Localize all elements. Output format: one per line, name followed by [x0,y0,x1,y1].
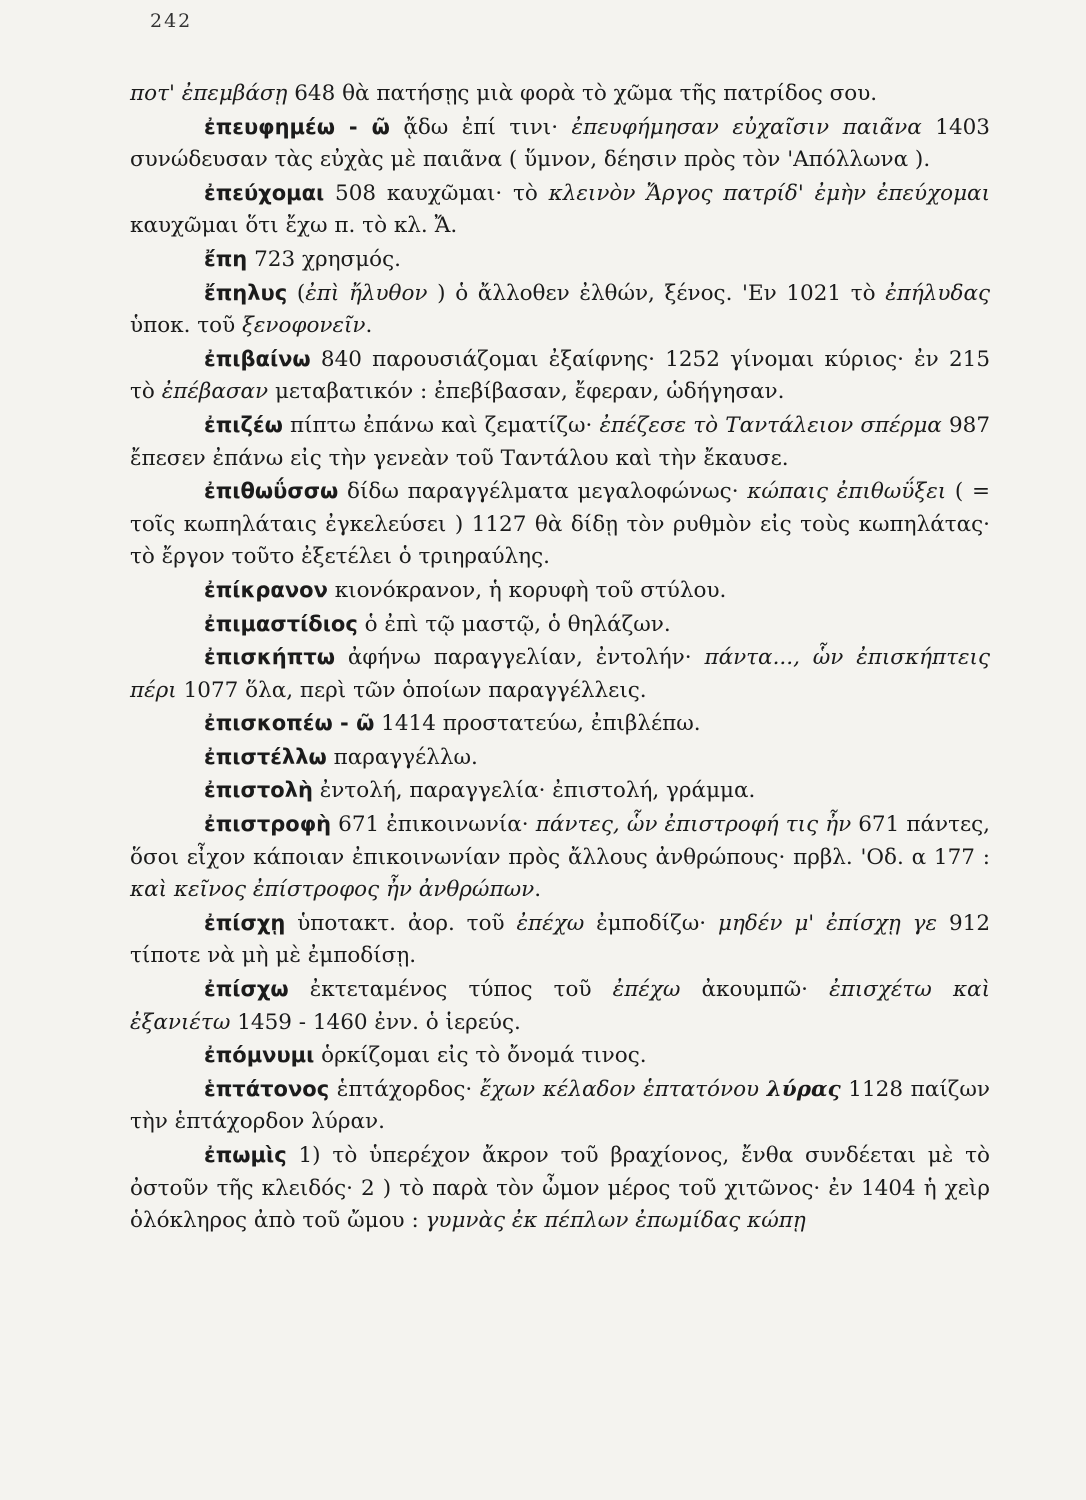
entry-text: πάντες, ὧν ἐπιστροφή τις ἦν [535,812,852,838]
glossary-entry [130,608,990,642]
entry-text: ) ὁ ἄλλοθεν ἐλθών, ξένος. 'Εν 1021 τὸ [427,280,886,306]
entry-headword: ἔπη [204,246,248,271]
entry-text: παραγγέλλω. [326,744,478,770]
entry-headword: ἐπίσχω [204,977,289,1002]
entry-text: ἔχων κέλαδον ἑπτατόνου [479,1076,760,1102]
entry-text: κλεινὸν Ἄργος πατρίδ' ἐμὴν ἐπεύχομαι [548,180,990,206]
entry-text: ἐπευφήμησαν εὐχαῖσιν παιᾶνα [571,114,922,140]
entry-text: 840 παρουσιάζομαι ἐξαίφνης· 1252 γίνομαι κύριος· ἐν 215 τὸ [130,346,990,405]
entry-text: ὁρκίζομαι εἰς τὸ ὄνομά τινος. [314,1043,647,1069]
entry-text: ἐπέχω [612,977,681,1003]
entry-headword: ἐπιστολὴ [204,778,313,803]
entry-text: 912 τίποτε νὰ μὴ μὲ ἐμποδίσῃ. [130,910,990,969]
entry-text: μηδέν μ' ἐπίσχῃ γε [718,910,938,936]
entry-text: καυχῶμαι ὅτι ἔχω π. τὸ κλ. Ἄ. [130,213,458,239]
entry-text: ἐμποδίζω· [584,910,719,936]
glossary-text [130,78,990,1238]
page-number: 242 [150,10,193,32]
entry-text: ἑπτάχορδος· [329,1076,480,1102]
glossary-entry [130,243,990,277]
glossary-entry [130,808,990,907]
entry-text: ἐπέχω [516,910,585,936]
entry-text: 671 πάντες, ὅσοι εἶχον κάποιαν ἐπικοινωνίαν πρὸς ἄλλους ἀνθρώπους· πρβλ. 'Οδ. α 177 : [130,812,990,870]
entry-text: ( [287,280,306,306]
entry-text: ὁ ἐπὶ τῷ μαστῷ, ὁ θηλάζων. [357,611,671,637]
glossary-entry [130,277,990,343]
entry-text: 1) τὸ ὑπερέχον ἄκρον τοῦ βραχίονος, ἔνθα συνδέεται μὲ τὸ ὀστοῦν τῆς κλειδός· 2 ) τὸ παρὰ τὸν ὦμον μέρος τοῦ χιτῶνος· ἐν 1404 ἡ χεὶρ ὁλόκληρος ἀπὸ τοῦ ὤμου : [130,1143,990,1234]
entry-text: ἐπήλυδας [885,280,990,306]
entry-text: 1077 ὅλα, περὶ τῶν ὁποίων παραγγέλλεις. [176,677,647,703]
glossary-entry [130,343,990,409]
entry-text: κιονόκρανον, ἡ κορυφὴ τοῦ στύλου. [327,577,727,603]
glossary-entry [130,111,990,177]
entry-text: ἐπισχέτω καὶ ἐξανιέτω [130,977,990,1035]
entry-headword: ἐπιβαίνω [204,346,311,371]
entry-headword: ἐπεύχομαι [204,180,325,205]
entry-text: ἀφήνω παραγγελίαν, ἐντολήν· [334,645,705,671]
entry-text: ἐπέβασαν [161,379,269,405]
entry-text: ἐπὶ ἤλυθον [305,280,428,306]
entry-text: μεταβατικόν : ἐπεβίβασαν, ἔφεραν, ὡδήγησαν. [268,379,785,405]
entry-text: καὶ κεῖνος ἐπίστροφος ἦν ἀνθρώπων [130,877,535,903]
glossary-entry [130,409,990,475]
entry-text: . [365,313,373,339]
entry-text: ὑποκ. τοῦ [130,313,242,339]
entry-text: 1403 συνώδευσαν τὰς εὐχὰς μὲ παιᾶνα ( ὕμνον, δέησιν πρὸς τὸν 'Απόλλωνα ). [130,114,990,173]
entry-text: 648 θὰ πατήσῃς μιὰ φορὰ τὸ χῶμα τῆς πατρίδος σου. [287,81,878,106]
glossary-entry [130,1139,990,1238]
glossary-entry [130,741,990,775]
glossary-entry [130,907,990,973]
entry-headword: ἐπίκρανον [204,577,328,602]
entry-text: κώπαις ἐπιθωΰξει [747,479,947,505]
glossary-entry [130,973,990,1039]
entry-headword: ἐπίσχῃ [204,910,286,935]
entry-text: ἐντολή, παραγγελία· ἐπιστολή, γράμμα. [312,778,756,804]
entry-text: 1414 προστατεύω, ἐπιβλέπω. [374,711,701,737]
entry-text: ἀκουμπῶ· [680,977,830,1003]
entry-text: 1128 παίζων τὴν ἑπτάχορδον λύραν. [130,1076,991,1135]
entry-headword: ἐπιστέλλω [204,744,327,769]
glossary-entry [130,1039,990,1073]
glossary-entry [130,78,990,111]
entry-text: ἐκτεταμένος τύπος τοῦ [288,977,613,1003]
entry-text: λύρας [766,1076,841,1102]
entry-headword: ἐπιμαστίδιος [204,611,358,636]
entry-text [759,1077,767,1102]
entry-headword: ἐπιστροφὴ [204,812,332,837]
entry-text: ὑποτακτ. ἀορ. τοῦ [285,910,517,936]
entry-text: 508 καυχῶμαι· τὸ [324,180,549,206]
entry-headword: ἐπισκήπτω [204,645,335,670]
entry-headword: ἐπισκοπέω - ῶ [204,711,375,736]
entry-text: 671 ἐπικοινωνία· [331,812,536,838]
entry-text: δίδω παραγγέλματα μεγαλοφώνως· [338,479,748,505]
entry-headword: ἐπιθωΰσσω [204,479,339,504]
entry-headword: ἐπωμὶς [204,1143,287,1167]
entry-text: 723 χρησμός. [247,246,401,272]
entry-text: 1459 - 1460 ἐνν. ὁ ἱερεύς. [230,1009,521,1035]
glossary-entry [130,475,990,574]
entry-headword: ἐπόμνυμι [204,1043,315,1068]
glossary-entry [130,707,990,741]
entry-text: ( = τοῖς κωπηλάταις ἐγκελεύσει ) 1127 θὰ δίδῃ τὸν ρυθμὸν εἰς τοὺς κωπηλάτας· τὸ ἔργον τοῦτο ἐξετέλει ὁ τριηραύλης. [130,479,990,570]
entry-text: πάντα..., ὧν ἐπισκήπτεις πέρι [130,645,990,703]
glossary-entry [130,177,990,243]
entry-headword: ἐπιζέω [204,412,283,437]
entry-text: ξενοφονεῖν [242,313,366,339]
entry-text: γυμνὰς ἐκ πέπλων ἐπωμίδας κώπῃ [425,1208,806,1234]
entry-headword: ἑπτάτονος [204,1076,330,1101]
glossary-entry [130,1073,990,1139]
entry-text: 987 ἔπεσεν ἐπάνω εἰς τὴν γενεὰν τοῦ Ταντάλου καὶ τὴν ἔκαυσε. [130,412,990,471]
entry-text: ᾄδω ἐπί τινι· [389,114,572,140]
glossary-entry [130,774,990,808]
entry-headword: ἐπευφημέω - ῶ [204,114,390,139]
entry-text: ποτ' ἐπεμβάσῃ [130,81,288,106]
entry-text: ἐπέζεσε τὸ Ταντάλειον σπέρμα [599,412,942,438]
glossary-entry [130,574,990,608]
entry-text: . [534,877,542,903]
entry-headword: ἔπηλυς [204,280,288,305]
glossary-entry [130,641,990,707]
entry-text: πίπτω ἐπάνω καὶ ζεματίζω· [282,412,600,438]
